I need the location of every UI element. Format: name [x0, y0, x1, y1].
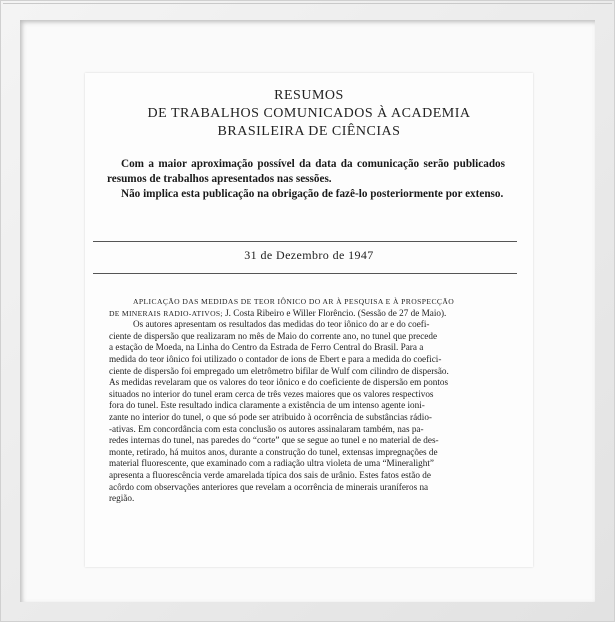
abstract-line: situados no interior do tunel eram cerca de três vezes maiores que os valores respectivos	[109, 388, 434, 399]
article-title-line-1: APLICAÇÃO DAS MEDIDAS DE TEOR IÔNICO DO AR À PESQUISA E À PROSPECÇÃO	[133, 297, 455, 306]
abstract-line: redes internas do tunel, nas paredes do “corte” que se segue ao tunel e no material de des-	[109, 435, 439, 446]
abstract-line: Os autores apresentam os resultados das medidas do teor iônico do ar e do coefi-	[133, 319, 430, 330]
session-date: 31 de Dezembro de 1947	[244, 248, 374, 262]
article-title-line-2	[109, 308, 524, 320]
abstract-line: As medidas revelaram que os valores do teor iônico e do coeficiente de dispersão em pontos	[109, 377, 449, 388]
abstract-line: região.	[109, 493, 135, 504]
intro-paragraph-1: Com a maior aproximação possível da data da comunicação serão publicados resumos de trabalhos apresentados nas sessões.	[107, 158, 505, 186]
abstract-line: acôrdo com observações anteriores que revelam a ocorrência de minerais uraníferos na	[109, 481, 429, 492]
article-authors: J. Costa Ribeiro e Willer Florêncio.	[225, 307, 356, 318]
frame-bevel	[3, 3, 612, 4]
abstract-line: a estação de Moeda, na Linha do Centro da Estrada de Ferro Central do Brasil. Para a	[109, 342, 424, 353]
bottom-divider	[93, 273, 517, 274]
header-title-line-1: RESUMOS	[274, 88, 344, 103]
abstract-line: monte, retirado, há muitos anos, durante a construção do tunel, extensas impregnações de	[109, 446, 438, 457]
abstract-line: fora do tunel. Este resultado indica claramente a existência de um intenso agente ioni-	[109, 400, 425, 411]
header-title-line-3: BRASILEIRA DE CIÊNCIAS	[217, 124, 401, 139]
article-session: (Sessão de 27 de Maio).	[357, 307, 447, 318]
article-abstract	[109, 296, 524, 505]
abstract-line: medida do teor iônico foi utilizado o contador de ions de Ebert e para a medida do coefici-	[109, 353, 442, 364]
abstract-line: -ativas. Em concordância com esta conclusão os autores assinalaram também, nas pa-	[109, 423, 424, 434]
intro-notice	[107, 157, 505, 203]
header-title-line-2: DE TRABALHOS COMUNICADOS À ACADEMIA	[147, 106, 471, 121]
abstract-line: ciente de dispersão foi empregado um eletrômetro bifilar de Wulf com cilindro de dispersão.	[109, 365, 449, 376]
top-divider	[93, 241, 517, 242]
abstract-line: material fluorescente, que examinado com a radiação ultra violeta de uma “Mineralight”	[109, 458, 434, 469]
abstract-line: zante no interior do tunel, o que só pode ser atribuido à ocorrência de substâncias rádio-	[109, 411, 432, 422]
abstract-line: ciente de dispersão que realizaram no mês de Maio do corrente ano, no tunel que precede	[109, 330, 438, 341]
document-page	[85, 73, 533, 567]
intro-paragraph-2: Não implica esta publicação na obrigação de fazê-lo posteriormente por extenso.	[121, 188, 504, 201]
article-title-cont: DE MINERAIS RADIO-ATIVOS;	[109, 308, 223, 318]
abstract-line: apresenta a fluorescência verde amarelada típica dos sais de urânio. Estes fatos estão de	[109, 469, 431, 480]
